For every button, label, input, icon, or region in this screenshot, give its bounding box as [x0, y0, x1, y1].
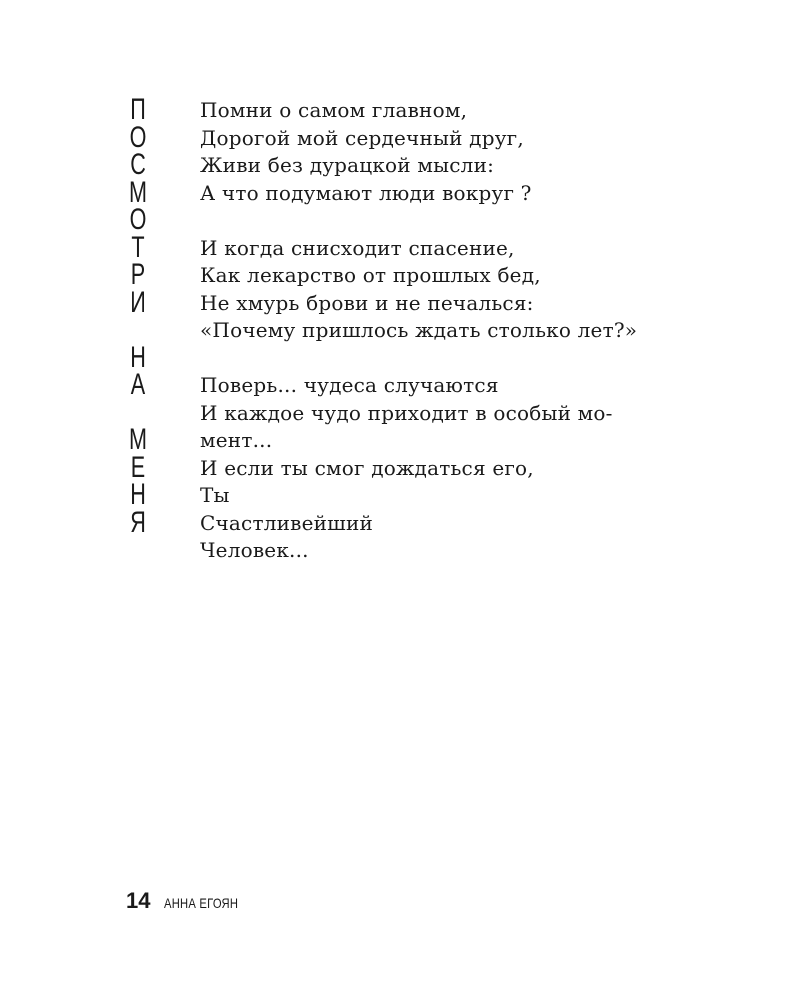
poem-text — [200, 97, 780, 565]
poem-line: мент... — [200, 428, 273, 452]
title-letter: Я — [130, 505, 146, 539]
title-letter: П — [130, 93, 146, 126]
page-footer — [126, 888, 257, 918]
page-number: 14 — [126, 888, 151, 913]
poem-line: Человек... — [200, 538, 309, 562]
title-letter: И — [130, 285, 146, 319]
title-letter: С — [130, 148, 146, 181]
title-letter: Н — [130, 340, 146, 374]
poem-line: Поверь... чудеса случаются — [200, 373, 499, 397]
vertical-title-word — [118, 93, 158, 319]
title-letter: М — [129, 423, 147, 456]
title-letter: О — [129, 120, 147, 154]
title-letter: Е — [130, 450, 146, 484]
stanza — [200, 372, 780, 565]
author-name: АННА ЕГОЯН — [164, 895, 239, 911]
poem-line: Помни о самом главном, — [200, 98, 468, 122]
poem-line: Живи без дурацкой мысли: — [200, 153, 495, 177]
title-letter: А — [130, 368, 146, 401]
poem-line: Не хмурь брови и не печалься: — [200, 290, 534, 315]
vertical-title-word — [118, 423, 158, 539]
poem-line: Ты — [200, 483, 230, 507]
poem-line: Как лекарство от прошлых бед, — [200, 263, 541, 287]
stanza — [200, 97, 780, 207]
poem-line: «Почему пришлось ждать столько лет?» — [200, 318, 638, 342]
poem-line: И каждое чудо приходит в особый мо- — [200, 400, 613, 425]
vertical-title — [118, 93, 158, 539]
poem-line: И когда снисходит спасение, — [200, 235, 515, 260]
title-letter: О — [129, 203, 147, 236]
poem-line: И если ты смог дождаться его, — [200, 455, 534, 480]
title-letter: Р — [130, 258, 146, 291]
title-word-gap — [118, 399, 158, 427]
title-word-gap — [118, 316, 158, 344]
poem-line: Счастливейший — [200, 510, 374, 535]
title-letter: Т — [131, 230, 145, 264]
poem-line: А что подумают люди вокруг ? — [200, 180, 532, 205]
vertical-title-word — [118, 340, 158, 401]
poem-line: Дорогой мой сердечный друг, — [200, 125, 524, 150]
title-letter: Н — [130, 478, 146, 511]
title-letter: М — [129, 175, 147, 209]
stanza — [200, 235, 780, 345]
